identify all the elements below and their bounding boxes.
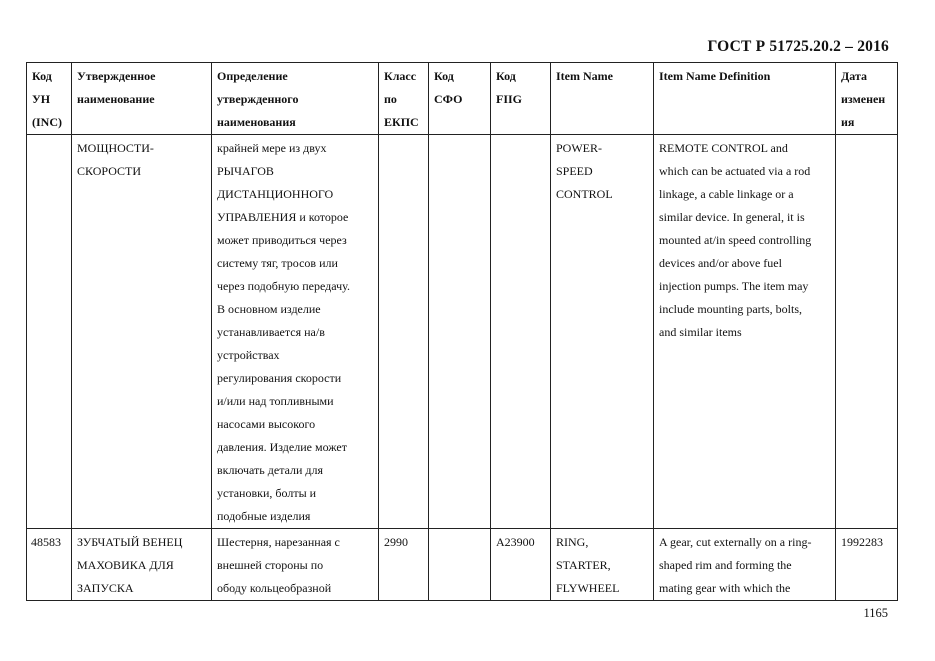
class-cell xyxy=(379,529,429,601)
approved-name-cell xyxy=(72,529,212,601)
cell-line: может приводиться через xyxy=(217,233,347,247)
header-line: наименования xyxy=(217,115,296,129)
cell-line: 2990 xyxy=(384,535,408,549)
cell-line: включать детали для xyxy=(217,463,324,477)
header-line: Код xyxy=(434,69,454,83)
cell-line: устройствах xyxy=(217,348,280,362)
cell-line: подобные изделия xyxy=(217,509,311,523)
cell-line: mating gear with which the xyxy=(659,581,791,595)
cell-line: POWER- xyxy=(556,141,602,155)
cell-line: установки, болты и xyxy=(217,486,317,500)
sfo-cell xyxy=(429,529,491,601)
header-date xyxy=(836,63,898,135)
document-code: ГОСТ Р 51725.20.2 – 2016 xyxy=(707,38,889,55)
cell-line: FLYWHEEL xyxy=(556,581,620,595)
header-line: ЕКПС xyxy=(384,115,419,129)
cell-line: mounted at/in speed controlling xyxy=(659,233,812,247)
header-item-name xyxy=(551,63,654,135)
cell-line: injection pumps. The item may xyxy=(659,279,809,293)
cell-line: В основном изделие xyxy=(217,302,321,316)
cell-line: внешней стороны по xyxy=(217,558,324,572)
cell-line: ДИСТАНЦИОННОГО xyxy=(217,187,334,201)
cell-line: крайней мере из двух xyxy=(217,141,327,155)
header-line: по xyxy=(384,92,397,106)
header-line: Item Name xyxy=(556,69,613,83)
cell-line: СКОРОСТИ xyxy=(77,164,142,178)
cell-line: SPEED xyxy=(556,164,593,178)
cell-line: linkage, a cable linkage or a xyxy=(659,187,794,201)
cell-line: devices and/or above fuel xyxy=(659,256,782,270)
inc-cell xyxy=(27,529,72,601)
header-inc xyxy=(27,63,72,135)
header-sfo xyxy=(429,63,491,135)
cell-line: насосами высокого xyxy=(217,417,316,431)
header-line: (INC) xyxy=(32,115,62,129)
cell-line: ЗУБЧАТЫЙ ВЕНЕЦ xyxy=(77,535,183,549)
header-line: Код xyxy=(496,69,516,83)
definition-cell xyxy=(212,529,379,601)
cell-line: A23900 xyxy=(496,535,535,549)
inc-cell xyxy=(27,135,72,529)
cell-line: давления. Изделие может xyxy=(217,440,347,454)
fiig-cell xyxy=(491,529,551,601)
item-name-cell xyxy=(551,135,654,529)
header-line: изменен xyxy=(841,92,886,106)
header-row xyxy=(27,63,898,135)
table-row xyxy=(27,135,898,529)
cell-line: shaped rim and forming the xyxy=(659,558,792,572)
header-line: СФО xyxy=(434,92,463,106)
cell-line: ЗАПУСКА xyxy=(77,581,134,595)
specification-table xyxy=(26,62,898,601)
cell-line: which can be actuated via a rod xyxy=(659,164,811,178)
cell-line: CONTROL xyxy=(556,187,613,201)
cell-line: систему тяг, тросов или xyxy=(217,256,338,270)
cell-line: через подобную передачу. xyxy=(217,279,350,293)
header-line: Дата xyxy=(841,69,867,83)
cell-line: REMOTE CONTROL and xyxy=(659,141,788,155)
cell-line: 48583 xyxy=(31,535,61,549)
page-number: 1165 xyxy=(863,606,888,620)
header-line: утвержденного xyxy=(217,92,299,106)
cell-line: Шестерня, нарезанная с xyxy=(217,535,340,549)
header-approved-name xyxy=(72,63,212,135)
cell-line: регулирования скорости xyxy=(217,371,342,385)
cell-line: МАХОВИКА ДЛЯ xyxy=(77,558,174,572)
date-cell xyxy=(836,135,898,529)
header-line: Класс xyxy=(384,69,417,83)
approved-name-cell xyxy=(72,135,212,529)
cell-line: и/или над топливными xyxy=(217,394,334,408)
fiig-cell xyxy=(491,135,551,529)
cell-line: and similar items xyxy=(659,325,742,339)
sfo-cell xyxy=(429,135,491,529)
date-cell xyxy=(836,529,898,601)
item-definition-cell xyxy=(654,135,836,529)
header-line: Определение xyxy=(217,69,288,83)
cell-line: STARTER, xyxy=(556,558,611,572)
header-item-definition xyxy=(654,63,836,135)
cell-line: RING, xyxy=(556,535,589,549)
header-fiig xyxy=(491,63,551,135)
cell-line: ободу кольцеобразной xyxy=(217,581,332,595)
cell-line: include mounting parts, bolts, xyxy=(659,302,802,316)
cell-line: РЫЧАГОВ xyxy=(217,164,274,178)
header-definition xyxy=(212,63,379,135)
table-row xyxy=(27,529,898,601)
header-line: Код xyxy=(32,69,52,83)
item-name-cell xyxy=(551,529,654,601)
cell-line: A gear, cut externally on a ring- xyxy=(659,535,812,549)
cell-line: устанавливается на/в xyxy=(217,325,325,339)
header-line: Утвержденное xyxy=(77,69,156,83)
definition-cell xyxy=(212,135,379,529)
cell-line: 1992283 xyxy=(841,535,883,549)
item-definition-cell xyxy=(654,529,836,601)
header-class xyxy=(379,63,429,135)
cell-line: УПРАВЛЕНИЯ и которое xyxy=(217,210,349,224)
header-line: Item Name Definition xyxy=(659,69,771,83)
header-line: УН xyxy=(32,92,51,106)
header-line: ия xyxy=(841,115,855,129)
header-line: FIIG xyxy=(496,92,523,106)
cell-line: similar device. In general, it is xyxy=(659,210,805,224)
header-line: наименование xyxy=(77,92,155,106)
cell-line: МОЩНОСТИ- xyxy=(77,141,154,155)
class-cell xyxy=(379,135,429,529)
